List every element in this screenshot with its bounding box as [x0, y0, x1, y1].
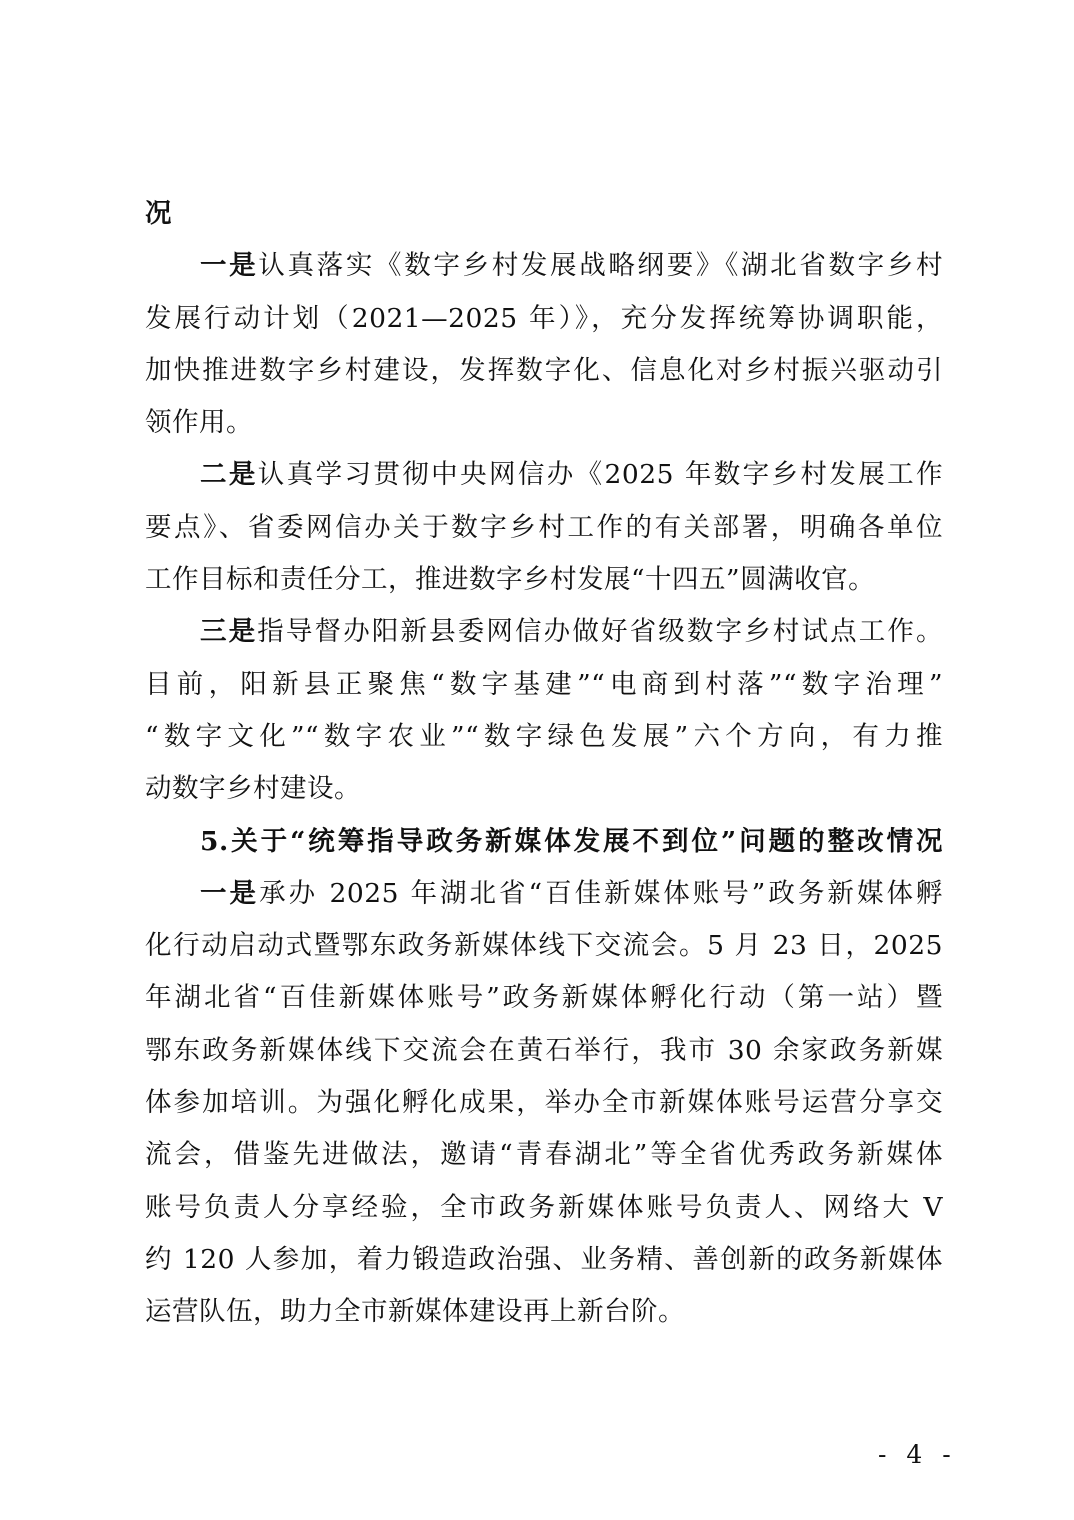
- paragraph-line: 账号负责人分享经验，全市政务新媒体账号负责人、网络大 V: [145, 1191, 943, 1223]
- paragraph-line: [145, 449, 943, 501]
- paragraph-line: 年湖北省“百佳新媒体账号”政务新媒体孵化行动（第一站）暨: [145, 982, 943, 1014]
- paragraph-line: 流会，借鉴先进做法，邀请“青春湖北”等全省优秀政务新媒体: [145, 1139, 943, 1171]
- section-title-tail: 况: [145, 198, 172, 229]
- paragraph-1: [145, 240, 943, 449]
- paragraph-line: 工作目标和责任分工，推进数字乡村发展“十四五”圆满收官。: [145, 564, 876, 596]
- paragraph-line: 领作用。: [145, 407, 253, 439]
- paragraph-4: [145, 868, 943, 1339]
- paragraph-line: 要点》、省委网信办关于数字乡村工作的有关部署，明确各单位: [145, 511, 943, 543]
- paragraph-line: 化行动启动式暨鄂东政务新媒体线下交流会。5 月 23 日，2025: [145, 930, 943, 962]
- paragraph-lead: 三是: [200, 616, 258, 648]
- paragraph-line: 运营队伍，助力全市新媒体建设再上新台阶。: [145, 1296, 685, 1328]
- paragraph-line: 目前，阳新县正聚焦“数字基建”“电商到村落”“数字治理”: [145, 668, 943, 700]
- paragraph-lead: 二是: [200, 459, 258, 491]
- paragraph-line: 鄂东政务新媒体线下交流会在黄石举行，我市 30 余家政务新媒: [145, 1034, 943, 1066]
- paragraph-line: 约 120 人参加，着力锻造政治强、业务精、善创新的政务新媒体: [145, 1243, 943, 1275]
- paragraph-lead: 一是: [200, 877, 260, 909]
- paragraph-line: [145, 868, 943, 920]
- paragraph-line: 体参加培训。为强化孵化成果，举办全市新媒体账号运营分享交: [145, 1087, 943, 1119]
- page-number: - 4 -: [878, 1440, 957, 1469]
- section-heading: 5.关于“统筹指导政务新媒体发展不到位”问题的整改情况: [200, 825, 943, 857]
- paragraph-2: [145, 449, 943, 606]
- paragraph-3: [145, 606, 943, 815]
- paragraph-line: 发展行动计划（2021—2025 年）》，充分发挥统筹协调职能，: [145, 302, 943, 334]
- paragraph-line: 动数字乡村建设。: [145, 773, 361, 805]
- paragraph-text: 认真学习贯彻中央网信办《2025 年数字乡村发展工作: [257, 459, 943, 491]
- document-body: [145, 188, 943, 1339]
- paragraph-lead: 一是: [200, 250, 259, 282]
- paragraph-text: 承办 2025 年湖北省“百佳新媒体账号”政务新媒体孵: [259, 877, 944, 909]
- paragraph-line: [145, 606, 943, 658]
- paragraph-line: 加快推进数字乡村建设，发挥数字化、信息化对乡村振兴驱动引: [145, 354, 943, 386]
- paragraph-text: 认真落实《数字乡村发展战略纲要》《湖北省数字乡村: [258, 250, 944, 282]
- paragraph-text: 指导督办阳新县委网信办做好省级数字乡村试点工作。: [257, 616, 944, 648]
- paragraph-line: “数字文化”“数字农业”“数字绿色发展”六个方向，有力推: [145, 720, 943, 752]
- paragraph-line: [145, 240, 943, 292]
